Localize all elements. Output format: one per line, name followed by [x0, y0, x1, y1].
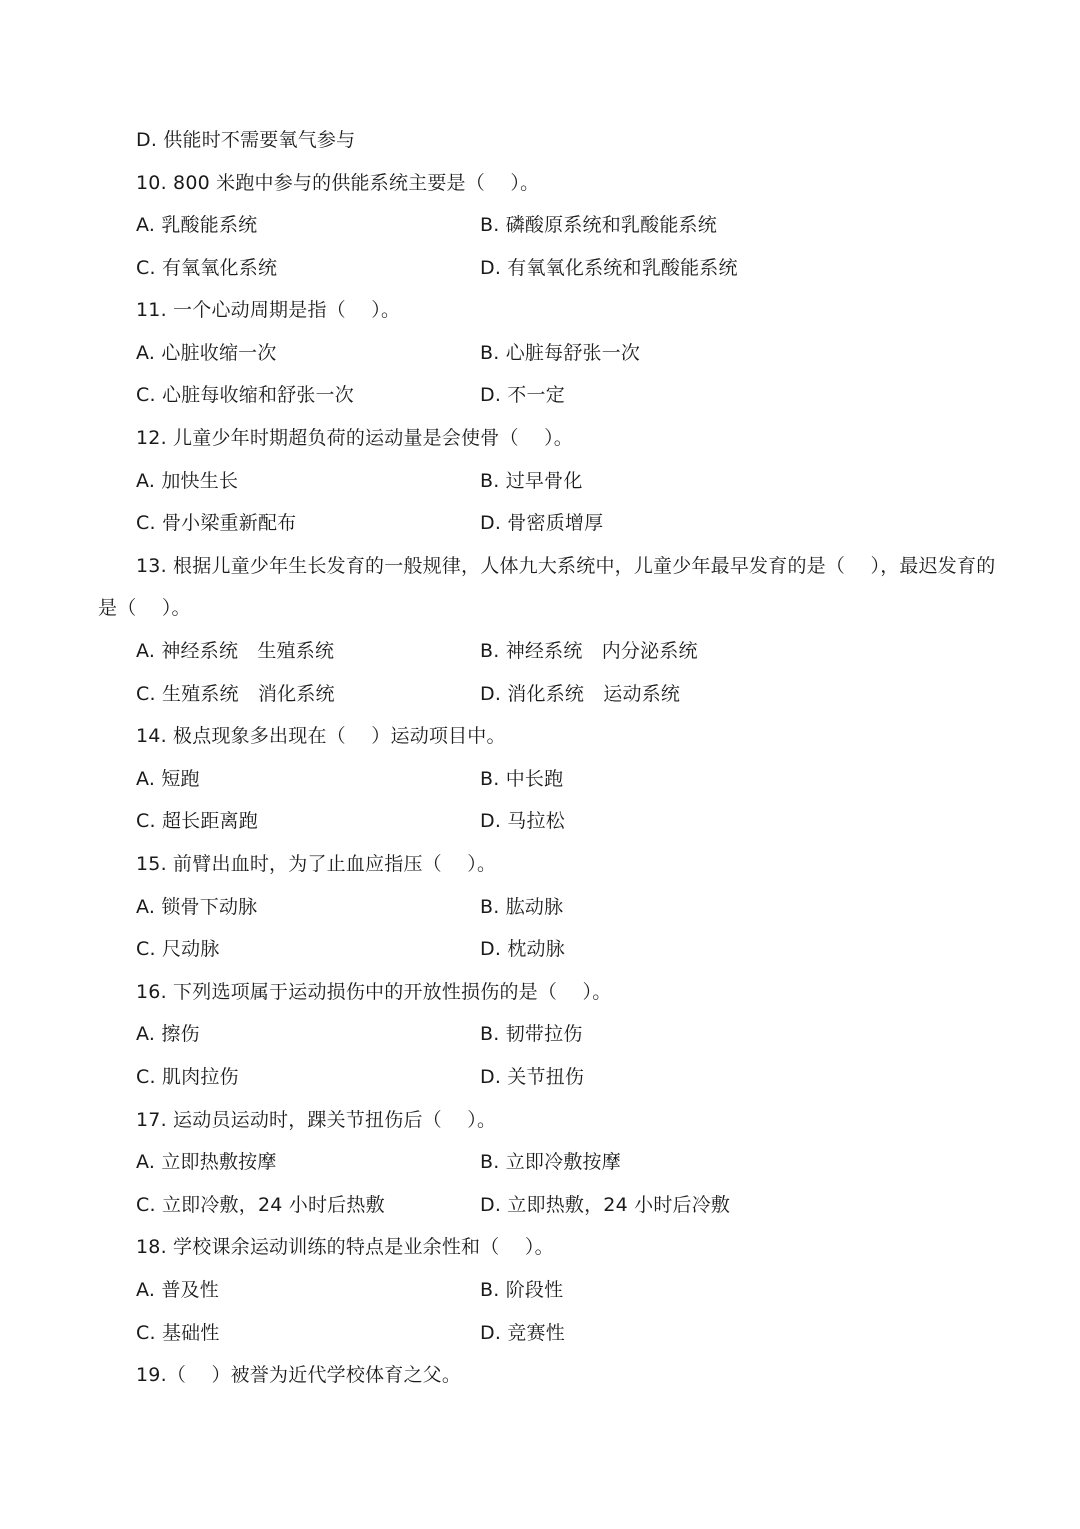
- question-stem: 11. 一个心动周期是指（ ）。: [136, 299, 401, 321]
- option-text: D. 供能时不需要氧气参与: [136, 129, 356, 151]
- option-d: D. 竞赛性: [480, 1322, 565, 1344]
- option-d: D. 立即热敷，24 小时后冷敷: [480, 1194, 731, 1216]
- option-d: D. 枕动脉: [480, 938, 565, 960]
- option-b: B. 肱动脉: [480, 896, 564, 918]
- question-stem: 14. 极点现象多出现在（ ）运动项目中。: [136, 725, 506, 747]
- option-c: C. 超长距离跑: [136, 810, 258, 832]
- question-stem: 16. 下列选项属于运动损伤中的开放性损伤的是（ ）。: [136, 981, 612, 1003]
- question-stem: 18. 学校课余运动训练的特点是业余性和（ ）。: [136, 1236, 554, 1258]
- option-d: D. 骨密质增厚: [480, 512, 604, 534]
- option-d: D. 不一定: [480, 384, 565, 406]
- question-stem: 19.（ ）被誉为近代学校体育之父。: [136, 1364, 462, 1386]
- option-c: C. 心脏每收缩和舒张一次: [136, 384, 354, 406]
- option-a: A. 普及性: [136, 1279, 219, 1301]
- option-a: A. 心脏收缩一次: [136, 342, 277, 364]
- option-a: A. 擦伤: [136, 1023, 200, 1045]
- option-b: B. 过早骨化: [480, 470, 583, 492]
- option-c: C. 基础性: [136, 1322, 220, 1344]
- option-b: B. 立即冷敷按摩: [480, 1151, 621, 1173]
- option-c: C. 骨小梁重新配布: [136, 512, 297, 534]
- option-a: A. 立即热敷按摩: [136, 1151, 277, 1173]
- question-stem-continued: 是（ ）。: [98, 597, 191, 619]
- option-b: B. 中长跑: [480, 768, 564, 790]
- option-c: C. 生殖系统 消化系统: [136, 683, 335, 705]
- option-b: B. 神经系统 内分泌系统: [480, 640, 698, 662]
- question-stem: 10. 800 米跑中参与的供能系统主要是（ ）。: [136, 172, 540, 194]
- option-a: A. 短跑: [136, 768, 200, 790]
- option-a: A. 加快生长: [136, 470, 239, 492]
- option-d: D. 关节扭伤: [480, 1066, 585, 1088]
- option-a: A. 锁骨下动脉: [136, 896, 258, 918]
- option-b: B. 阶段性: [480, 1279, 564, 1301]
- option-d: D. 有氧氧化系统和乳酸能系统: [480, 257, 738, 279]
- option-c: C. 立即冷敷，24 小时后热敷: [136, 1194, 385, 1216]
- question-stem: 17. 运动员运动时，踝关节扭伤后（ ）。: [136, 1109, 497, 1131]
- question-stem: 15. 前臂出血时，为了止血应指压（ ）。: [136, 853, 497, 875]
- option-c: C. 有氧氧化系统: [136, 257, 278, 279]
- option-b: B. 磷酸原系统和乳酸能系统: [480, 214, 717, 236]
- option-b: B. 韧带拉伤: [480, 1023, 583, 1045]
- option-d: D. 消化系统 运动系统: [480, 683, 681, 705]
- question-stem: 13. 根据儿童少年生长发育的一般规律，人体九大系统中，儿童少年最早发育的是（ ），最迟发育的: [136, 555, 996, 577]
- option-c: C. 肌肉拉伤: [136, 1066, 239, 1088]
- option-d: D. 马拉松: [480, 810, 565, 832]
- option-a: A. 神经系统 生殖系统: [136, 640, 335, 662]
- question-stem: 12. 儿童少年时期超负荷的运动量是会使骨（ ）。: [136, 427, 573, 449]
- option-c: C. 尺动脉: [136, 938, 220, 960]
- option-a: A. 乳酸能系统: [136, 214, 258, 236]
- option-b: B. 心脏每舒张一次: [480, 342, 641, 364]
